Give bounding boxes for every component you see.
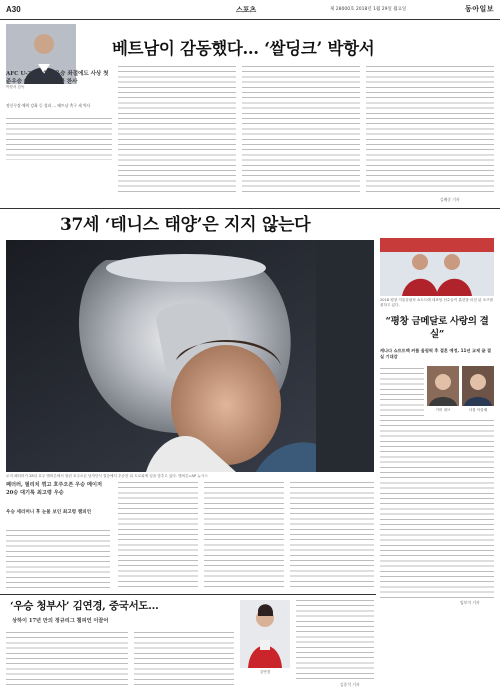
main-body-col1 — [6, 530, 110, 590]
top-headline: 베트남이 감동했다… ‘쌀딩크’ 박항서 — [112, 39, 375, 58]
top-subhead: 정신무장·체력 강화 등 성과 … 베트남 축구 새 역사 — [6, 103, 91, 108]
top-kicker: AFC U-23 선수권 우승 좌절에도 사상 첫 준우승 이끈 지도력에 큰 찬사 — [6, 71, 109, 85]
page-number: A30 — [6, 5, 21, 14]
bottom-subhead: 상하이 17년 만의 정규리그 챔피언 이끌어 — [12, 618, 109, 624]
side-body-a — [380, 368, 424, 420]
page-header — [0, 0, 500, 20]
main-body-col3 — [204, 482, 284, 590]
top-body-col2 — [118, 66, 236, 196]
kim-photo-caption: 김연경 — [259, 670, 271, 674]
top-byline: 김배중 기자 — [440, 197, 460, 202]
side-headline: “평창 금메달로 사랑의 결실” — [385, 316, 489, 340]
side-body-b — [380, 420, 494, 598]
portrait-left-name: 가비 대브 — [435, 408, 451, 412]
federer-photo-caption: 로저 페더러가 28일 호주 멜버른에서 열린 호주오픈 남자단식 결승에서 우승한 뒤 트로피에 입을 맞추고 있다. 멜버른=AP 뉴시스 — [6, 474, 208, 478]
bottom-headline: ‘우승 청부사’ 김연경, 중국서도… — [10, 600, 159, 612]
top-body-col1 — [6, 118, 112, 160]
main-side-subhead: 우승 세리머니 후 눈물 보인 최고령 챔피언 — [6, 510, 92, 515]
top-body-col3 — [242, 66, 360, 196]
federer-photo — [6, 240, 374, 472]
couple-photo — [380, 238, 494, 296]
kim-photo — [240, 600, 290, 668]
main-side-kicker: 페더러, 필리치 꺾고 호주오픈 우승 메이저 20승 대기록 최고령 우승 — [6, 482, 103, 496]
section-divider — [0, 208, 500, 209]
issue-date: 제 28000호 2018년 1월 29일 월요일 — [330, 7, 407, 12]
side-subhead: 캐나다 쇼트트랙 커플 올림픽 후 결혼 예정, 11년 교제 끝 결실 기대감 — [380, 348, 491, 359]
portrait-right — [462, 366, 494, 406]
main-body-col4 — [290, 482, 374, 590]
bottom-byline: 김종석 기자 — [340, 682, 360, 687]
main-body-col2 — [118, 482, 198, 590]
portrait-left — [427, 366, 459, 406]
side-byline: 임보미 기자 — [460, 600, 480, 605]
couple-photo-caption: 2018 평창 겨울올림픽 쇼트트랙 대표팀 선수들이 훈련을 마친 뒤 포즈를 취하고 있다. — [380, 298, 494, 307]
portrait-right-name: 샤를 아믈랭 — [468, 408, 488, 412]
section-name: 스포츠 — [236, 6, 257, 14]
newspaper-logo: 동아일보 — [464, 4, 494, 13]
main-headline: 37세 ‘테니스 태양’은 지지 않는다 — [60, 215, 311, 235]
bottom-body-col1 — [6, 632, 128, 687]
bottom-divider — [0, 594, 376, 595]
bottom-body-col2 — [134, 632, 234, 687]
coach-photo-caption: 박항서 감독 — [6, 85, 25, 89]
bottom-body-col3 — [296, 600, 374, 680]
top-body-col4 — [366, 66, 494, 196]
